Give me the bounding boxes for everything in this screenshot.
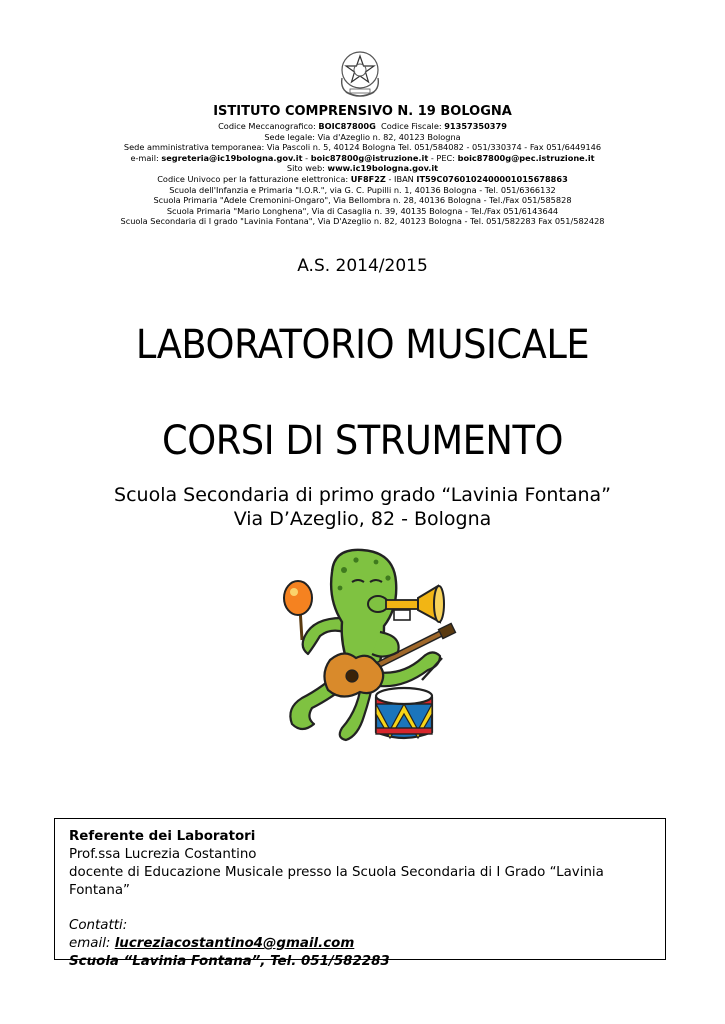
- email-istruzione[interactable]: boic87800g@istruzione.it: [310, 152, 429, 163]
- website-line: Sito web: www.ic19bologna.gov.it: [286, 163, 439, 174]
- school-name: Scuola Secondaria di primo grado “Lavinia Fontana”: [114, 484, 611, 506]
- sede-legale-line: Sede legale: Via d'Azeglio n. 82, 40123 Bologna: [264, 131, 461, 142]
- institute-name: ISTITUTO COMPRENSIVO N. 19 BOLOGNA: [213, 104, 512, 119]
- codes-line: Codice Meccanografico: BOIC87800G Codice Fiscale: 91357350379: [218, 121, 507, 131]
- email-pec[interactable]: boic87800g@pec.istruzione.it: [457, 152, 595, 163]
- school-cremonini-line: Scuola Primaria "Adele Cremonini-Ongaro", Via Bellombra n. 28, 40136 Bologna - Tel./Fax 051/585828: [153, 195, 572, 206]
- contact-box: [54, 818, 666, 969]
- octopus-musician-illustration: [272, 548, 462, 744]
- school-fontana-line: Scuola Secondaria di I grado "Lavinia Fontana", Via D'Azeglio n. 82, 40123 Bologna - Tel. 051/582283 Fax 051/582428: [120, 216, 605, 227]
- contact-heading: Referente dei Laboratori: [69, 829, 256, 844]
- main-title: LABORATORIO MUSICALE: [135, 322, 590, 368]
- sub-title: CORSI DI STRUMENTO: [161, 418, 564, 464]
- school-infanzia-line: Scuola dell'Infanzia e Primaria "I.O.R.", via G. C. Pupilli n. 1, 40136 Bologna - Tel. 051/6366132: [169, 184, 556, 195]
- institute-header: [0, 104, 725, 227]
- email-segreteria[interactable]: segreteria@ic19bologna.gov.it: [161, 152, 303, 163]
- spacer: [69, 900, 651, 917]
- school-longhena-line: Scuola Primaria "Mario Longhena", Via di Casaglia n. 39, 40135 Bologna - Tel./Fax 051/6143644: [166, 205, 559, 216]
- sede-amministrativa-line: Sede amministrativa temporanea: Via Pascoli n. 5, 40124 Bologna Tel. 051/584082 - 051/330374 - Fax 051/6449146: [123, 142, 602, 153]
- school-year: A.S. 2014/2015: [297, 256, 428, 276]
- fatturazione-line: Codice Univoco per la fatturazione elettronica: UF8F2Z - IBAN IT59C0760102400001015678863: [157, 173, 568, 184]
- italian-republic-emblem: [336, 48, 384, 100]
- contact-role: docente di Educazione Musicale presso la Scuola Secondaria di I Grado “Lavinia Fontana”: [69, 865, 604, 898]
- school-contact: Scuola “Lavinia Fontana”, Tel. 051/582283: [69, 954, 390, 969]
- school-address: Via D’Azeglio, 82 - Bologna: [233, 508, 492, 530]
- email-row: email: lucreziacostantino4@gmail.com: [69, 936, 355, 951]
- website-link[interactable]: www.ic19bologna.gov.it: [327, 163, 439, 174]
- contact-email-link[interactable]: lucreziacostantino4@gmail.com: [114, 936, 355, 951]
- contact-name: Prof.ssa Lucrezia Costantino: [69, 847, 257, 862]
- email-line: e-mail: segreteria@ic19bologna.gov.it - boic87800g@istruzione.it - PEC: boic87800g@pec.istruzione.it: [130, 152, 595, 163]
- contacts-label: Contatti:: [69, 918, 128, 933]
